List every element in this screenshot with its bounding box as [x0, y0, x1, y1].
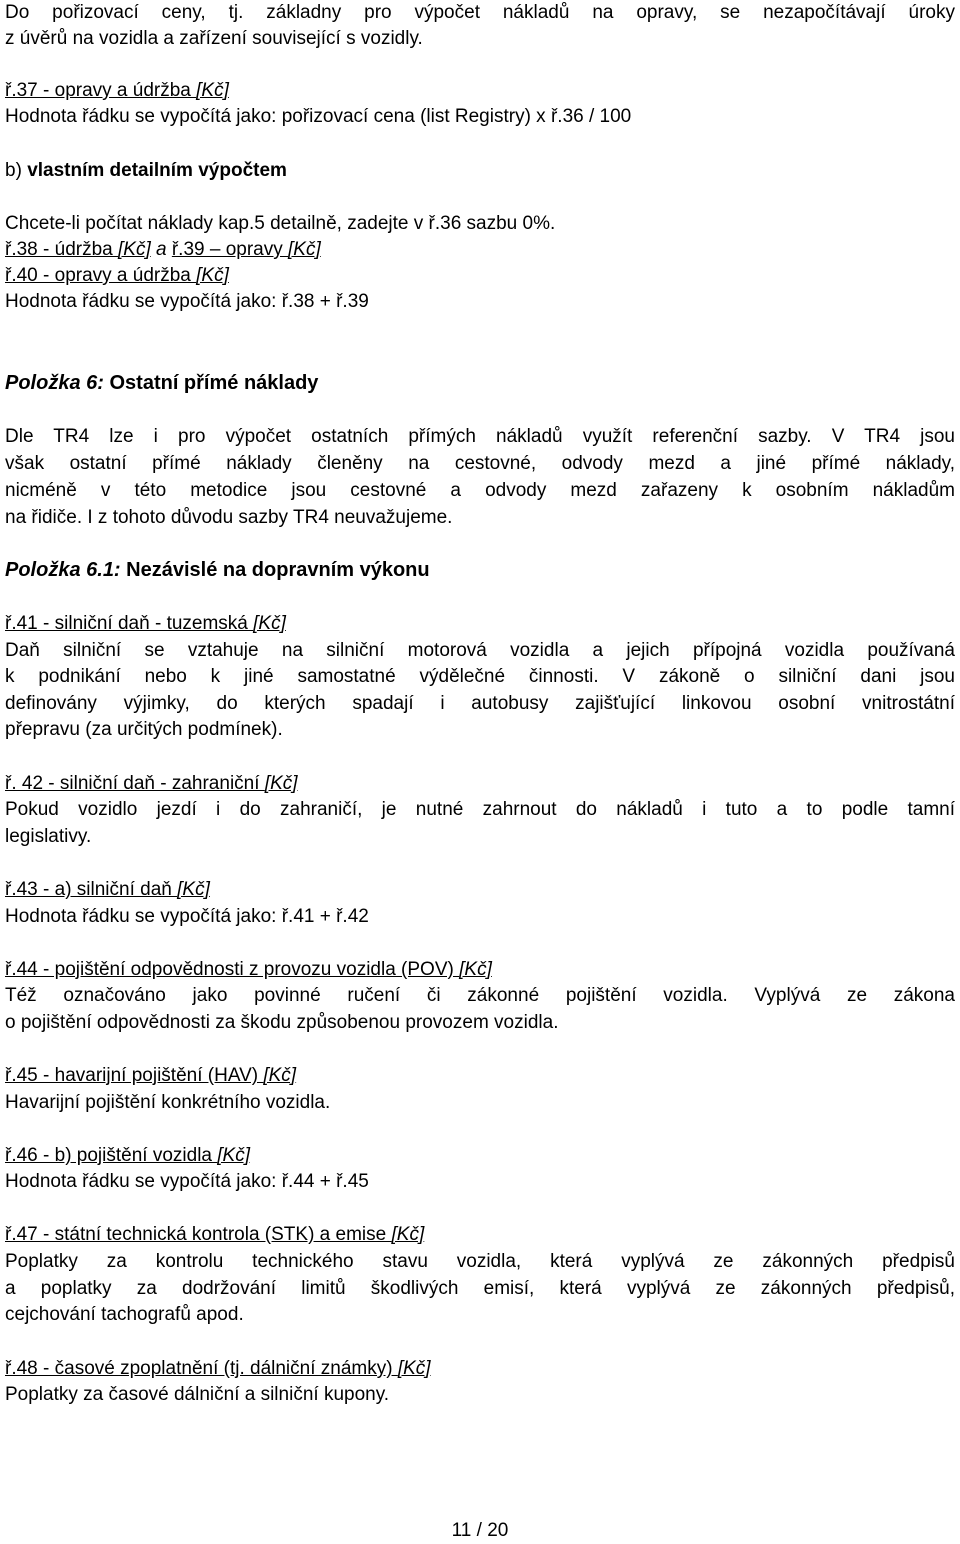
- r37-title: ř.37 - opravy a údržba [Kč]: [5, 80, 229, 101]
- r41-para-line: k podnikání nebo k jiné samostatné výdělečné činnosti. V zákoně o silniční dani jsou: [5, 666, 955, 687]
- page-number: 11 / 20: [451, 1520, 509, 1541]
- intro-line-1: Do pořizovací ceny, tj. základny pro výpočet nákladů na opravy, se nezapočítávají úroky: [5, 2, 955, 23]
- r40-title: ř.40 - opravy a údržba [Kč]: [5, 265, 229, 286]
- r45-text: Havarijní pojištění konkrétního vozidla.: [5, 1092, 331, 1113]
- r40-formula: Hodnota řádku se vypočítá jako: ř.38 + ř.39: [5, 291, 369, 312]
- intro-line-2: z úvěrů na vozidla a zařízení související s vozidly.: [5, 28, 423, 49]
- detail-heading: b) vlastním detailním výpočtem: [5, 160, 287, 181]
- r48-title: ř.48 - časové zpoplatnění (tj. dálniční známky) [Kč]: [5, 1358, 431, 1379]
- r47-para-line: cejchování tachografů apod.: [5, 1304, 244, 1325]
- r42-para-line: legislativy.: [5, 826, 92, 847]
- r41-para-line: definovány výjimky, do kterých spadají i autobusy zajišťující linkovou osobní vnitrostátní: [5, 693, 955, 714]
- r47-para-line: a poplatky za dodržování limitů škodlivých emisí, která vyplývá ze zákonných předpisů,: [5, 1278, 955, 1299]
- r46-title: ř.46 - b) pojištění vozidla [Kč]: [5, 1145, 250, 1166]
- r38-r39-line: ř.38 - údržba [Kč] a ř.39 – opravy [Kč]: [5, 239, 321, 260]
- r43-formula: Hodnota řádku se vypočítá jako: ř.41 + ř.42: [5, 906, 369, 927]
- r44-para-line: Též označováno jako povinné ručení či zákonné pojištění vozidla. Vyplývá ze zákona: [5, 985, 955, 1006]
- r48-text: Poplatky za časové dálniční a silniční kupony.: [5, 1384, 390, 1405]
- r44-para-line: o pojištění odpovědnosti za škodu způsobenou provozem vozidla.: [5, 1012, 559, 1033]
- r41-para-line: přepravu (za určitých podmínek).: [5, 719, 283, 740]
- polozka-6-para-line: na řidiče. I z tohoto důvodu sazby TR4 neuvažujeme.: [5, 507, 453, 528]
- r45-title: ř.45 - havarijní pojištění (HAV) [Kč]: [5, 1065, 297, 1086]
- polozka-6-para-line: nicméně v této metodice jsou cestovné a odvody mezd zařazeny k osobním nákladům: [5, 480, 955, 501]
- r47-title: ř.47 - státní technická kontrola (STK) a emise [Kč]: [5, 1224, 425, 1245]
- r42-title: ř. 42 - silniční daň - zahraniční [Kč]: [5, 773, 298, 794]
- polozka-6-para-line: Dle TR4 lze i pro výpočet ostatních přímých nákladů využít referenční sazby. V TR4 jsou: [5, 426, 955, 447]
- polozka-6-para-line: však ostatní přímé náklady členěny na cestovné, odvody mezd a jiné přímé náklady,: [5, 453, 955, 474]
- r47-para-line: Poplatky za kontrolu technického stavu vozidla, která vyplývá ze zákonných předpisů: [5, 1251, 955, 1272]
- polozka-6-heading: Položka 6: Ostatní přímé náklady: [5, 372, 319, 394]
- r44-title: ř.44 - pojištění odpovědnosti z provozu vozidla (POV) [Kč]: [5, 959, 492, 980]
- r41-para-line: Daň silniční se vztahuje na silniční motorová vozidla a jejich přípojná vozidla používaná: [5, 640, 955, 661]
- detail-text: Chcete-li počítat náklady kap.5 detailně, zadejte v ř.36 sazbu 0%.: [5, 213, 556, 234]
- r42-para-line: Pokud vozidlo jezdí i do zahraničí, je nutné zahrnout do nákladů i tuto a to podle tamní: [5, 799, 955, 820]
- r37-formula: Hodnota řádku se vypočítá jako: pořizovací cena (list Registry) x ř.36 / 100: [5, 106, 632, 127]
- r41-title: ř.41 - silniční daň - tuzemská [Kč]: [5, 613, 286, 634]
- r46-formula: Hodnota řádku se vypočítá jako: ř.44 + ř.45: [5, 1171, 369, 1192]
- polozka-6-1-heading: Položka 6.1: Nezávislé na dopravním výkonu: [5, 559, 430, 581]
- r43-title: ř.43 - a) silniční daň [Kč]: [5, 879, 210, 900]
